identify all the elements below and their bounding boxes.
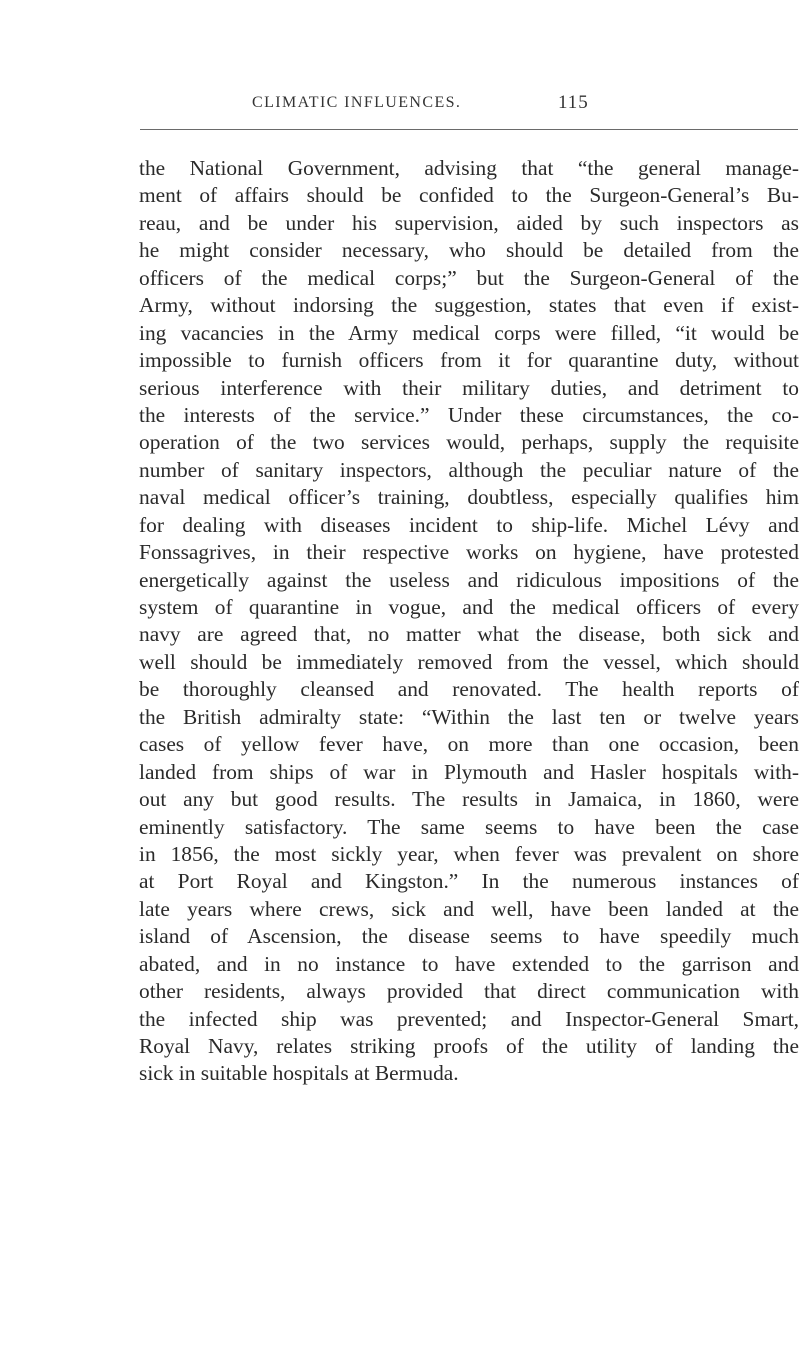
text-line: number of sanitary inspectors, although the peculiar nature of the (139, 457, 799, 482)
text-line: reau, and be under his supervision, aided by such inspectors as (139, 210, 799, 235)
text-line: Army, without indorsing the suggestion, states that even if exist- (139, 293, 799, 318)
text-line: in 1856, the most sickly year, when fever was prevalent on shore (139, 841, 799, 866)
text-line: abated, and in no instance to have extended to the garrison and (139, 951, 799, 976)
text-line: cases of yellow fever have, on more than one occasion, been (139, 732, 799, 757)
text-line: the National Government, advising that “the general manage- (139, 156, 799, 180)
body-paragraph (139, 155, 799, 1088)
text-line: ing vacancies in the Army medical corps were filled, “it would be (139, 320, 799, 345)
text-line: island of Ascension, the disease seems to have speedily much (139, 924, 799, 949)
text-line: for dealing with diseases incident to ship-life. Michel Lévy and (139, 512, 799, 537)
text-line: late years where crews, sick and well, have been landed at the (139, 896, 799, 921)
text-line: eminently satisfactory. The same seems to have been the case (139, 814, 799, 839)
text-line: landed from ships of war in Plymouth and Hasler hospitals with- (139, 759, 799, 784)
text-line: naval medical officer’s training, doubtless, especially qualifies him (139, 485, 799, 510)
running-title: CLIMATIC INFLUENCES. (252, 94, 462, 111)
text-line: out any but good results. The results in Jamaica, in 1860, were (139, 787, 799, 812)
text-line: the interests of the service.” Under these circumstances, the co- (139, 402, 799, 427)
page-number: 115 (558, 92, 589, 113)
text-line: at Port Royal and Kingston.” In the numerous instances of (139, 869, 799, 894)
text-line: navy are agreed that, no matter what the disease, both sick and (139, 622, 799, 647)
text-line: well should be immediately removed from the vessel, which should (139, 649, 799, 674)
text-line: be thoroughly cleansed and renovated. The health reports of (139, 677, 799, 702)
text-line: system of quarantine in vogue, and the medical officers of every (139, 595, 799, 619)
text-line: energetically against the useless and ridiculous impositions of the (139, 567, 799, 592)
text-line: he might consider necessary, who should be detailed from the (139, 238, 799, 263)
text-line-last: sick in suitable hospitals at Bermuda. (139, 1061, 459, 1086)
text-line: officers of the medical corps;” but the Surgeon-General of the (139, 265, 799, 290)
text-line: the infected ship was prevented; and Inspector-General Smart, (139, 1006, 799, 1031)
text-line: the British admiralty state: “Within the last ten or twelve years (139, 704, 799, 729)
text-line: ment of affairs should be confided to the Surgeon-General’s Bu- (139, 183, 799, 208)
text-line: other residents, always provided that direct communication with (139, 979, 799, 1004)
text-line: serious interference with their military duties, and detriment to (139, 375, 799, 400)
text-line: impossible to furnish officers from it for quarantine duty, without (139, 348, 799, 373)
text-line: Fonssagrives, in their respective works on hygiene, have protested (139, 540, 799, 565)
text-line: operation of the two services would, perhaps, supply the requisite (139, 430, 799, 455)
running-head (138, 94, 798, 124)
header-rule (140, 129, 798, 130)
text-line: Royal Navy, relates striking proofs of the utility of landing the (139, 1034, 799, 1058)
